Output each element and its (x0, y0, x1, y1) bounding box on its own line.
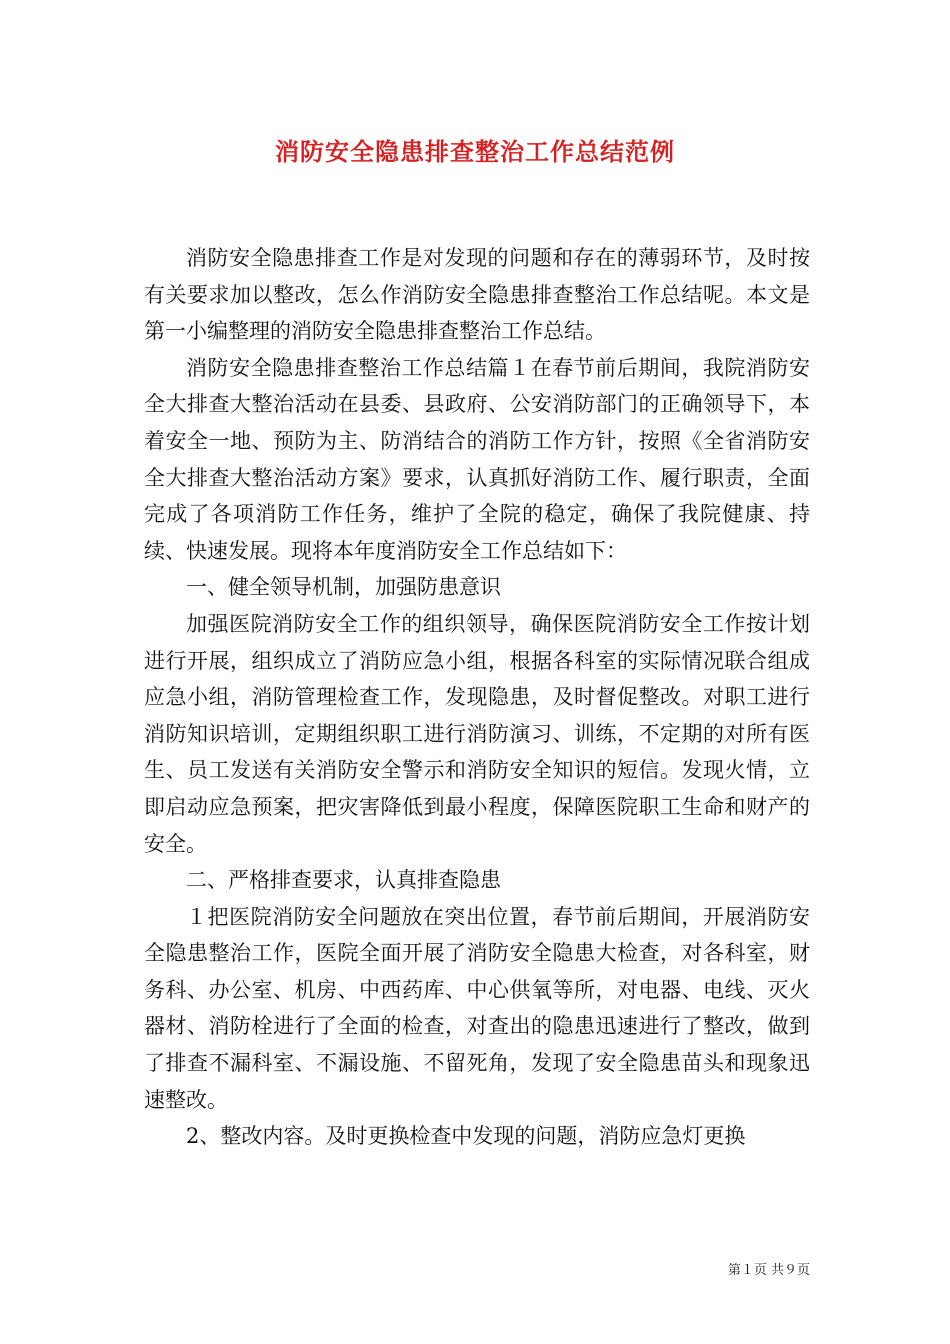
document-title: 消防安全隐患排查整治工作总结范例 (275, 137, 675, 166)
paragraph-section-1: 加强医院消防安全工作的组织领导，确保医院消防安全工作按计划进行开展，组织成立了消防应急小组，根据各科室的实际情况联合组成应急小组，消防管理检查工作，发现隐患，及时督促整改。对职工进行消防知识培训，定期组织职工进行消防演习、训练，不定期的对所有医生、员工发送有关消防安全警示和消防安全知识的短信。发现火情，立即启动应急预案，把灾害降低到最小程度，保障医院职工生命和财产的安全。 (144, 611, 810, 856)
section-heading-2: 二、严格排查要求，认真排查隐患 (186, 868, 501, 893)
page-number: 第１页 共９页 (727, 1263, 810, 1278)
section-heading-1: 一、健全领导机制，加强防患意识 (186, 575, 501, 600)
paragraph-intro: 消防安全隐患排查工作是对发现的问题和存在的薄弱环节，及时按有关要求加以整改，怎么作消防安全隐患排查整治工作总结呢。本文是第一小编整理的消防安全隐患排查整治工作总结。 (144, 246, 810, 344)
paragraph-section-2-item-2: 2、整改内容。及时更换检查中发现的问题，消防应急灯更换 (186, 1124, 746, 1149)
paragraph-section-2-item-1: １把医院消防安全问题放在突出位置，春节前后期间，开展消防安全隐患整治工作，医院全面开展了消防安全隐患大检查，对各科室，财务科、办公室、机房、中西药库、中心供氧等所，对电器、电线、灭火器材、消防栓进行了全面的检查，对查出的隐患迅速进行了整改，做到了排查不漏科室、不漏设施、不留死角，发现了安全隐患苗头和现象迅速整改。 (144, 904, 810, 1112)
paragraph-summary-1: 消防安全隐患排查整治工作总结篇１在春节前后期间，我院消防安全大排查大整治活动在县委、县政府、公安消防部门的正确领导下，本着安全一地、预防为主、防消结合的消防工作方针，按照《全省消防安全大排查大整治活动方案》要求，认真抓好消防工作、履行职责，全面完成了各项消防工作任务，维护了全院的稳定，确保了我院健康、持续、快速发展。现将本年度消防安全工作总结如下： (144, 355, 810, 563)
document-body (144, 240, 810, 1155)
